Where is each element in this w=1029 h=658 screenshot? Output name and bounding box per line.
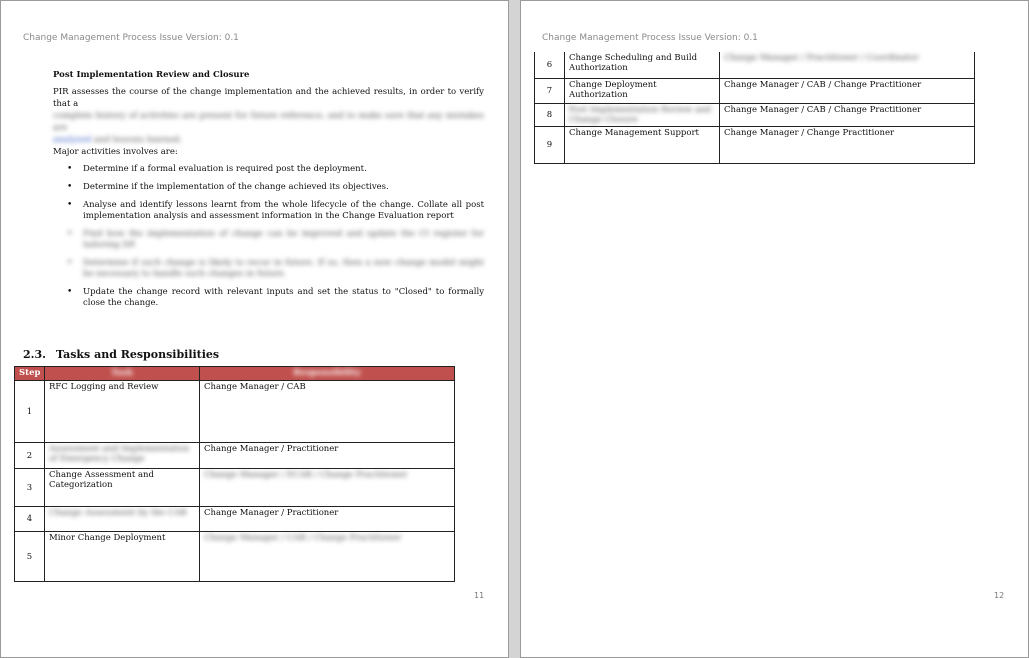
- step-cell: 3: [15, 469, 45, 507]
- list-item: • Determine if such change is likely to recur in future. If so, then a new change model might be necessary to handle such changes in future.: [67, 258, 484, 280]
- step-cell: 8: [535, 103, 565, 126]
- responsibility-cell: Change Manager / Practitioner / Coordinator: [720, 52, 975, 78]
- responsibility-cell: Change Manager / ECAB / Change Practitioner: [200, 469, 455, 507]
- header-step: Step: [15, 367, 45, 381]
- step-cell: 5: [15, 532, 45, 582]
- table-row: [15, 507, 455, 532]
- document-page-11: [0, 0, 509, 658]
- list-item: • Update the change record with relevant inputs and set the status to "Closed" to formally close the change.: [67, 287, 484, 309]
- task-cell: Post Implementation Review and Change Closure: [565, 103, 720, 126]
- task-cell: Assessment and Implementation of Emergency Change: [45, 443, 200, 469]
- intro-blurred-tail: and lessons learned.: [93, 135, 183, 145]
- page-number: 12: [994, 591, 1005, 600]
- table-row: [15, 443, 455, 469]
- task-cell: Change Deployment Authorization: [565, 78, 720, 103]
- responsibility-cell: Change Manager / CAB / Change Practitioner: [720, 103, 975, 126]
- table-header-row: [15, 367, 455, 381]
- step-cell: 9: [535, 126, 565, 163]
- task-cell: RFC Logging and Review: [45, 381, 200, 443]
- list-item: • Find how the implementation of change can be improved and update the CI register for tailoring DP.: [67, 229, 484, 251]
- header-responsibility: Responsibility: [200, 367, 455, 381]
- responsibility-cell: Change Manager / Practitioner: [200, 507, 455, 532]
- list-item: • Determine if the implementation of the change achieved its objectives.: [67, 182, 484, 193]
- intro-line: PIR assesses the course of the change implementation and the achieved results, in order to verify that a: [53, 87, 484, 109]
- step-cell: 7: [535, 78, 565, 103]
- section-heading-text: Tasks and Responsibilities: [55, 348, 220, 361]
- responsibility-cell: Change Manager / CAB / Change Practitioner: [200, 532, 455, 582]
- header-task: Task: [45, 367, 200, 381]
- responsibility-cell: Change Manager / Change Practitioner: [720, 126, 975, 163]
- section-heading: [23, 348, 229, 361]
- document-page-12: [520, 0, 1029, 658]
- step-cell: 2: [15, 443, 45, 469]
- intro-blurred-line: complete history of activities are present for future reference, and to make sure that any mistakes are: [53, 111, 484, 133]
- intro-blurred-line-2: [53, 134, 484, 146]
- table-row: [15, 381, 455, 443]
- section-number: 2.3.: [23, 348, 46, 361]
- table-row: [535, 78, 975, 103]
- responsibility-cell: Change Manager / Practitioner: [200, 443, 455, 469]
- tasks-table-continued: [534, 52, 975, 164]
- list-item: • Determine if a formal evaluation is required post the deployment.: [67, 164, 484, 175]
- responsibility-cell: Change Manager / CAB / Change Practitioner: [720, 78, 975, 103]
- page-header: Change Management Process Issue Version: 0.1: [23, 33, 239, 43]
- table-row: [535, 126, 975, 163]
- responsibility-cell: Change Manager / CAB: [200, 381, 455, 443]
- step-cell: 4: [15, 507, 45, 532]
- intro-paragraph: [53, 86, 484, 146]
- task-cell: Change Assessment by the CAB: [45, 507, 200, 532]
- step-cell: 1: [15, 381, 45, 443]
- blurred-link[interactable]: analyzed: [53, 135, 92, 145]
- tasks-table: [14, 366, 455, 582]
- section-title: Post Implementation Review and Closure: [53, 70, 250, 80]
- table-row: [535, 103, 975, 126]
- table-row: [15, 532, 455, 582]
- list-item: • Analyse and identify lessons learnt from the whole lifecycle of the change. Collate all post implementation analysis and assessment information in the Change Evaluation report: [67, 200, 484, 222]
- table-row: [535, 52, 975, 78]
- major-activities-label: Major activities involves are:: [53, 147, 178, 157]
- page-number: 11: [474, 591, 485, 600]
- table-row: [15, 469, 455, 507]
- task-cell: Change Assessment and Categorization: [45, 469, 200, 507]
- page-header: Change Management Process Issue Version: 0.1: [542, 33, 758, 43]
- activities-list: [67, 164, 484, 316]
- task-cell: Minor Change Deployment: [45, 532, 200, 582]
- task-cell: Change Scheduling and Build Authorization: [565, 52, 720, 78]
- page-gap: [509, 0, 520, 658]
- step-cell: 6: [535, 52, 565, 78]
- task-cell: Change Management Support: [565, 126, 720, 163]
